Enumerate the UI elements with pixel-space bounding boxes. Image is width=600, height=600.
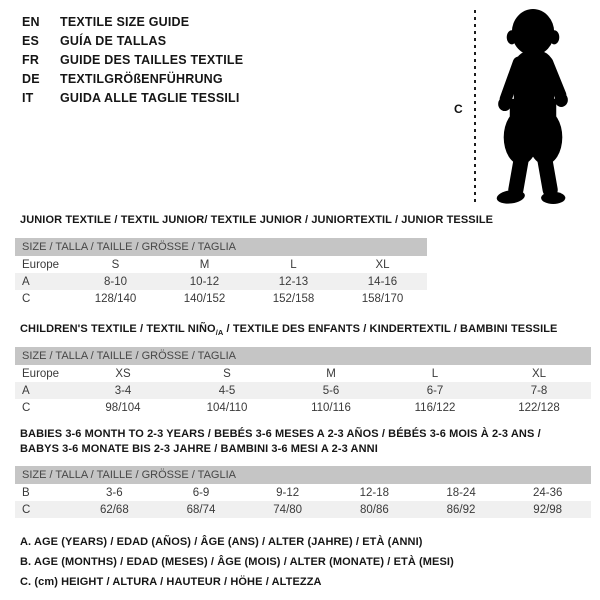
age-cell: 8-10 [103,275,128,288]
height-measure-label: C [454,102,463,116]
age-cell: 4-5 [218,384,236,397]
junior-row-height [15,290,427,307]
baby-silhouette-icon [486,6,578,208]
junior-table-title: JUNIOR TEXTILE / TEXTIL JUNIOR/ TEXTILE JUNIOR / JUNIORTEXTIL / JUNIOR TESSILE [20,214,494,226]
lang-code-en: EN [22,14,40,29]
junior-size-table [15,238,427,307]
babies-title-line2: BABYS 3-6 MONATE BIS 2-3 JAHRE / BAMBINI 3-6 MESI A 2-3 ANNI [20,443,378,455]
lang-row-fr [22,50,442,69]
months-cell: 9-12 [276,486,300,499]
height-cell: 104/110 [206,401,248,414]
language-title-block [22,12,442,107]
height-cell: 62/68 [99,503,129,516]
footnote-a: A. AGE (YEARS) / EDAD (AÑOS) / ÂGE (ANS) / ALTER (JAHRE) / ETÀ (ANNI) [20,536,423,548]
children-size-header-bar: SIZE / TALLA / TAILLE / GRÖSSE / TAGLIA [15,347,591,365]
row-label: C [22,401,31,414]
age-cell: 6-7 [426,384,444,397]
children-row-europe [15,365,591,382]
height-cell: 86/92 [446,503,476,516]
babies-table-title [20,427,541,457]
row-label: Europe [22,258,60,271]
children-table-title [20,322,558,340]
height-cell: 80/86 [359,503,389,516]
lang-label-it: GUIDA ALLE TAGLIE TESSILI [60,90,240,105]
junior-size-header-bar: SIZE / TALLA / TAILLE / GRÖSSE / TAGLIA [15,238,427,256]
height-cell: 158/170 [361,292,404,305]
row-label: A [22,275,30,288]
junior-row-europe [15,256,427,273]
lang-row-de [22,69,442,88]
lang-code-de: DE [22,71,40,86]
babies-row-months [15,484,591,501]
row-label: Europe [22,367,60,380]
age-cell: 5-6 [322,384,340,397]
months-cell: 24-36 [532,486,563,499]
lang-label-en: TEXTILE SIZE GUIDE [60,14,190,29]
height-dashed-line [474,10,476,206]
lang-row-it [22,88,442,107]
babies-title-line1: BABIES 3-6 MONTH TO 2-3 YEARS / BEBÉS 3-6 MESES A 2-3 AÑOS / BÉBÉS 3-6 MOIS À 2-3 ANS / [20,428,541,440]
months-cell: 18-24 [446,486,476,499]
size-cell: L [431,367,439,380]
row-label: C [22,503,31,516]
size-cell: L [290,258,297,271]
months-cell: 3-6 [106,486,123,499]
age-cell: 14-16 [367,275,398,288]
lang-code-fr: FR [22,52,40,67]
size-cell: S [223,367,231,380]
row-label: A [22,384,30,397]
size-cell: XL [375,258,390,271]
height-cell: 110/116 [311,401,351,414]
children-row-age [15,382,591,399]
babies-row-height [15,501,591,518]
children-title-post: / TEXTILE DES ENFANTS / KINDERTEXTIL / BAMBINI TESSILE [223,323,558,335]
lang-label-fr: GUIDE DES TAILLES TEXTILE [60,52,244,67]
months-cell: 12-18 [359,486,390,499]
height-cell: 116/122 [414,401,456,414]
row-label: C [22,292,31,305]
size-cell: XL [531,367,547,380]
children-title-pre: CHILDREN'S TEXTILE / TEXTIL NIÑO [20,323,216,335]
size-cell: XS [115,367,131,380]
age-cell: 3-4 [114,384,132,397]
junior-row-age [15,273,427,290]
size-cell: S [111,258,120,271]
children-title-sub: /A [215,328,224,338]
height-cell: 128/140 [94,292,137,305]
size-cell: M [199,258,210,271]
lang-label-es: GUÍA DE TALLAS [60,33,167,48]
children-row-height [15,399,591,416]
footnote-b: B. AGE (MONTHS) / EDAD (MESES) / ÂGE (MOIS) / ALTER (MONATE) / ETÀ (MESI) [20,556,454,568]
height-cell: 98/104 [105,401,141,414]
age-cell: 7-8 [530,384,548,397]
size-cell: M [326,367,336,380]
height-cell: 140/152 [183,292,226,305]
age-cell: 10-12 [189,275,220,288]
height-cell: 74/80 [273,503,303,516]
age-cell: 12-13 [278,275,309,288]
height-cell: 68/74 [186,503,216,516]
lang-code-es: ES [22,33,40,48]
babies-size-table [15,466,591,518]
babies-size-header-bar: SIZE / TALLA / TAILLE / GRÖSSE / TAGLIA [15,466,591,484]
footnote-c: C. (cm) HEIGHT / ALTURA / HAUTEUR / HÖHE / ALTEZZA [20,576,322,588]
children-size-table [15,347,591,416]
lang-code-it: IT [22,90,34,105]
height-cell: 122/128 [518,401,560,414]
height-cell: 92/98 [533,503,563,516]
lang-row-en [22,12,442,31]
height-cell: 152/158 [272,292,315,305]
lang-label-de: TEXTILGRÖßENFÜHRUNG [60,71,223,86]
months-cell: 6-9 [192,486,210,499]
row-label: B [22,486,30,499]
lang-row-es [22,31,442,50]
